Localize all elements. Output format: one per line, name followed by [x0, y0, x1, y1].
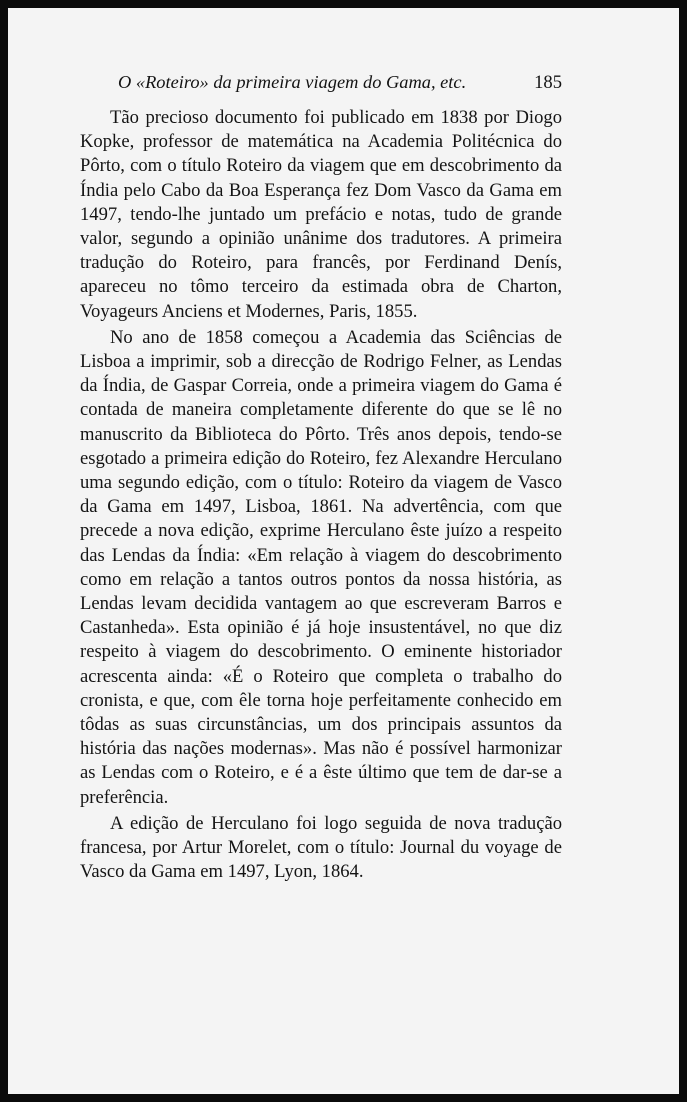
paragraph-3: A edição de Herculano foi logo seguida de nova tradução francesa, por Artur Morelet, com o título: Journal du voyage de Vasco da Gama em 1497, Lyon, 1864.	[80, 812, 562, 883]
page-number: 185	[534, 72, 562, 93]
running-title: O «Roteiro» da primeira viagem do Gama, etc.	[118, 72, 467, 92]
paragraph-2: No ano de 1858 começou a Academia das Sciências de Lisboa a imprimir, sob a direcção de Rodrigo Felner, as Lendas da Índia, de Gaspar Correia, onde a primeira viagem do Gama é contada de maneira completamente diferente do que se lê no manuscrito da Biblioteca do Pôrto. Três anos depois, tendo-se esgotado a primeira edição do Roteiro, fez Alexandre Herculano uma segundo edição, com o título: Roteiro da viagem de Vasco da Gama em 1497, Lisboa, 1861. Na advertência, com que precede a nova edição, exprime Herculano êste juízo a respeito das Lendas da Índia: «Em relação à viagem do descobrimento como em relação a tantos outros pontos da nossa história, as Lendas levam decidida vantagem ao que escreveram Barros e Castanheda». Esta opinião é já hoje insustentável, no que diz respeito à viagem do descobrimento. O eminente historiador acrescenta ainda: «É o Roteiro que completa o trabalho do cronista, e que, com êle torna hoje perfeitamente conhecido em tôdas as suas circunstâncias, um dos principais assuntos da história das nações modernas». Mas não é possível harmonizar as Lendas com o Roteiro, e é a êste último que tem de dar-se a preferência.	[80, 326, 562, 808]
running-head	[80, 70, 562, 98]
book-page	[8, 8, 679, 1094]
paragraph-1: Tão precioso documento foi publicado em 1838 por Diogo Kopke, professor de matemática na Academia Politécnica do Pôrto, com o título Roteiro da viagem que em descobrimento da Índia pelo Cabo da Boa Esperança fez Dom Vasco da Gama em 1497, tendo-lhe juntado um prefácio e notas, tudo de grande valor, segundo a opinião unânime dos tradutores. A primeira tradução do Roteiro, para francês, por Ferdinand Denís, apareceu no tômo terceiro da estimada obra de Charton, Voyageurs Anciens et Modernes, Paris, 1855.	[80, 107, 562, 322]
text-block	[80, 70, 562, 887]
